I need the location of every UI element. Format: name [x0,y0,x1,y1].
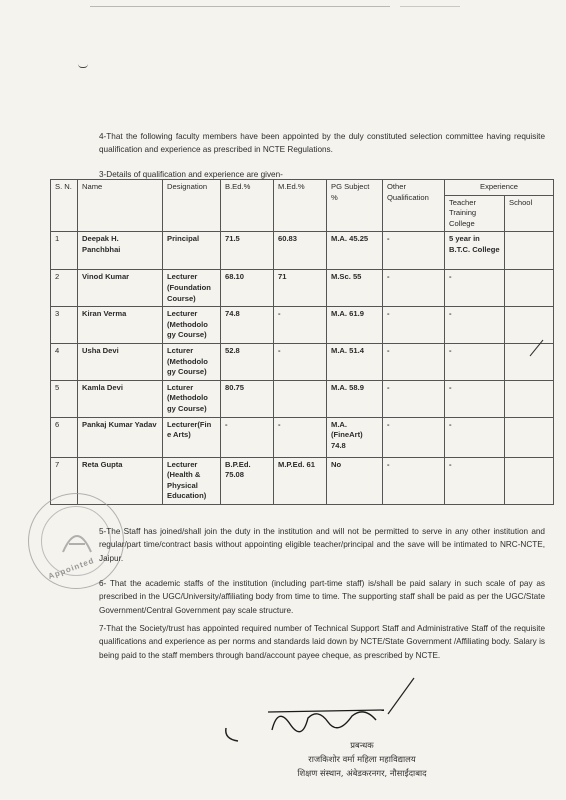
cell-designation: Lecturer(Fin e Arts) [163,417,221,457]
faculty-table [50,179,554,505]
pen-mark [528,338,546,363]
cell-designation: Principal [163,232,221,270]
cell-other: - [383,380,445,417]
table-row [51,457,554,504]
cell-designation: Lecturer (Methodolo gy Course) [163,307,221,344]
cell-exp-college: - [445,417,505,457]
cell-exp-college: - [445,457,505,504]
header-exp-school: School [505,195,554,232]
cell-other: - [383,232,445,270]
table-row [51,232,554,270]
cell-sn: 7 [51,457,78,504]
header-pg-subject: PG Subject % [327,180,383,232]
cell-exp-college: - [445,380,505,417]
scan-edge-line [400,6,460,7]
seal-emblem-icon [55,516,99,560]
header-exp-college: Teacher Training College [445,195,505,232]
cell-name: Reta Gupta [78,457,163,504]
cell-exp-college: - [445,343,505,380]
cell-other: - [383,270,445,307]
cell-name: Vinod Kumar [78,270,163,307]
signatory-address: शिक्षण संस्थान, अंबेडकरनगर, नौसाईंदाबाद [297,768,427,778]
cell-med: M.P.Ed. 61 [274,457,327,504]
cell-bed: 68.10 [221,270,274,307]
table-row [51,380,554,417]
header-sn: S. N. [51,180,78,232]
cell-exp-college: - [445,307,505,344]
table-row [51,270,554,307]
cell-exp-school [505,232,554,270]
cell-pg: M.A. 45.25 [327,232,383,270]
signatory-block [262,738,462,780]
cell-med: - [274,417,327,457]
header-med: M.Ed.% [274,180,327,232]
cell-med: 71 [274,270,327,307]
cell-designation: Lecturer (Foundation Course) [163,270,221,307]
header-experience: Experience [445,180,554,196]
cell-pg: No [327,457,383,504]
pen-tick-mark [386,676,416,721]
table-row [51,343,554,380]
cell-exp-school [505,457,554,504]
cell-bed: B.P.Ed. 75.08 [221,457,274,504]
table-row [51,417,554,457]
cell-name: Deepak H. Panchbhai [78,232,163,270]
cell-pg: M.A. (FineArt) 74.8 [327,417,383,457]
cell-name: Pankaj Kumar Yadav [78,417,163,457]
cell-sn: 4 [51,343,78,380]
signatory-institution: राजकिशोर वर्मा महिला महाविद्यालय [308,754,416,764]
cell-med: - [274,307,327,344]
cell-exp-school [505,270,554,307]
clause-7: 7-That the Society/trust has appointed required number of Technical Support Staff and Administrative Staff of the requisite qualifications and experience as per norms and standards laid down by NCTE/State Government /Affiliating body. Salary is being paid to the staff members through band/account payee cheque, as prescribed by NCTE. [99,624,545,660]
cell-bed: 52.8 [221,343,274,380]
header-other-qualification: Other Qualification [383,180,445,232]
cell-designation: Lecturer (Health & Physical Education) [163,457,221,504]
clause-5: 5-The Staff has joined/shall join the duty in the institution and will not be permitted to serve in any other institution and regular/part time/contract basis without appointing eligible teacher/principal and the save will be intimated to NRC-NCTE, Jaipur. [99,527,545,563]
header-name: Name [78,180,163,232]
cell-med [274,380,327,417]
cell-med: 60.83 [274,232,327,270]
cell-sn: 6 [51,417,78,457]
header-designation: Designation [163,180,221,232]
cell-bed: 80.75 [221,380,274,417]
cell-sn: 3 [51,307,78,344]
cell-sn: 2 [51,270,78,307]
cell-designation: Lcturer (Methodolo gy Course) [163,343,221,380]
cell-name: Kamla Devi [78,380,163,417]
cell-pg: M.Sc. 55 [327,270,383,307]
scan-edge-line [90,6,390,7]
pen-mark [78,64,88,68]
cell-other: - [383,307,445,344]
table-row [51,307,554,344]
cell-bed: 71.5 [221,232,274,270]
cell-pg: M.A. 58.9 [327,380,383,417]
cell-other: - [383,457,445,504]
cell-exp-school [505,380,554,417]
clause-4: 4-That the following faculty members have been appointed by the duly constituted selection committee having requisite qualification and experience as prescribed in NCTE Regulations. [99,132,545,155]
signatory-designation: प्रबन्धक [350,740,374,750]
cell-exp-college: 5 year in B.T.C. College [445,232,505,270]
clause-3: 3-Details of qualification and experience are given- [99,170,283,180]
cell-bed: 74.8 [221,307,274,344]
cell-name: Usha Devi [78,343,163,380]
clause-6: 6- That the academic staffs of the institution (including part-time staff) is/shall be paid salary in such scale of pay as prescribed in the UGC/University/affiliating body from time to time. The supporting staff shall be paid as per the UGC/State Government/Central Government pay scale structure. [99,579,545,615]
cell-exp-school [505,417,554,457]
header-bed: B.Ed.% [221,180,274,232]
cell-pg: M.A. 61.9 [327,307,383,344]
cell-sn: 5 [51,380,78,417]
cell-exp-college: - [445,270,505,307]
cell-med: - [274,343,327,380]
cell-sn: 1 [51,232,78,270]
cell-other: - [383,417,445,457]
cell-name: Kiran Verma [78,307,163,344]
cell-other: - [383,343,445,380]
pen-mark [222,725,242,750]
cell-bed: - [221,417,274,457]
seal-text: Appointed [46,555,96,582]
cell-pg: M.A. 51.4 [327,343,383,380]
cell-designation: Lcturer (Methodolo gy Course) [163,380,221,417]
